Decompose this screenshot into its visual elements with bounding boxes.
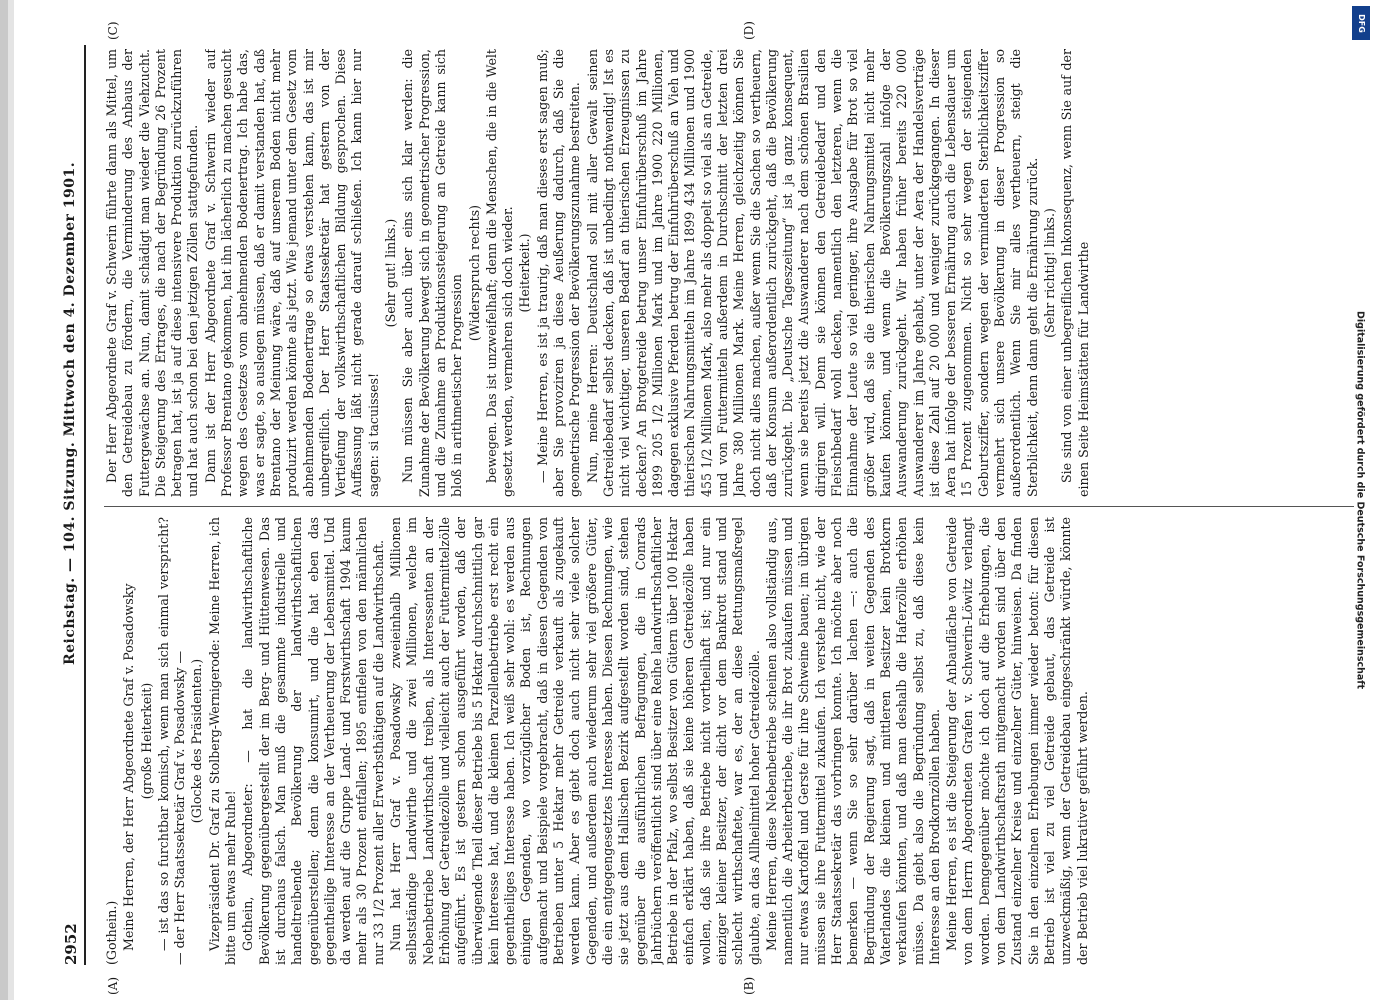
interjection: (große Heiterkeit) [138, 682, 154, 800]
digitization-credit: Digitalisierung gefördert durch die Deutsche Forschungsgemeinschaft [1354, 311, 1366, 689]
paragraph: Vizepräsident Dr. Graf zu Stolberg-Wernigerode: Meine Herren, ich bitte um etwas mehr Ruhe! [206, 517, 239, 965]
paragraph: — Meine Herren, es ist ja traurig, daß man dieses erst sagen muß; aber Sie provoziren ja diese Aeußerung dadurch, daß Sie die geometrische Progression der Bevölkerungszunahme bestreiten. [534, 49, 583, 497]
paragraph: Gothein, Abgeordneter: — hat die landwirthschaftliche Bevölkerung gegenübergestellt der im Berg- und Hüttenwesen. Das ist durchaus falsch. Man muß die gesammte industrielle und handeltreibende Bevölkerung der landwirthschaftlichen gegenüberstellen; denn die konsumirt, und die hat eben das gegentheilige Interesse an der Vertheuerung der Lebensmittel. Und da werden auf die Gruppe Land- und Forstwirthschaft 1904 kaum mehr als 30 Prozent entfallen; 1895 entfielen von den männlichen nur 33 1/2 Prozent aller Erwerbsthätigen auf die Landwirthschaft. [240, 517, 386, 965]
paragraph: Nun hat Herr Graf v. Posadowsky zweieinhalb Millionen selbstständige Landwirthe und die zwei Millionen, welche im Nebenbetriebe Landwirthschaft treiben, als Interessenten an der Erhöhung der Getreidezölle und vielleicht auch der Futtermittelzölle aufgeführt. Es ist gestern schon ausgeführt worden, daß der überwiegende Theil dieser Betriebe bis 5 Hektar durchschnittlich gar kein Interesse hat, und die kleinen Parzellenbetriebe erst recht ein gegentheiliges Interesse haben. Ich weiß sehr wohl: es werden aus einigen Gegenden, wo vorzüglicher Boden ist, Rechnungen aufgemacht und Beispiele vorgebracht, daß in diesen Gegenden von Betrieben unter 5 Hektar mehr Getreide verkauft als zugekauft werden kann. Aber es giebt doch auch nicht sehr viele solcher Gegenden, und außerdem auch wiederum sehr viel größere Güter, die ein entgegengesetztes Interesse haben. Diesen Rechnungen, wie sie jetzt aus dem Hallischen Bezirk aufgestellt worden sind, stehen gegenüber die ausführlichen Befragungen, die in Conrads Jahrbüchern veröffentlicht sind über eine Reihe landwirthschaftlicher Betriebe in der Pfalz, wo selbst Besitzer von Gütern über 100 Hektar einfach erklärt haben, daß sie keine höheren Getreidezölle haben wollen, daß sie ihre Betriebe nicht vortheilhaft ist; und nur ein einziger kleiner Besitzer, der dicht vor dem Bankrott stand und schlecht wirthschaftete, war es, der an diese Rettungsmaßregel glaubte, an das Allheilmittel hoher Getreidezölle. [388, 517, 762, 965]
margin-marker-a: (A) [106, 976, 120, 995]
paragraph: Dann ist der Herr Abgeordnete Graf v. Schwerin wieder auf Professor Brentano gekommen, hat ihn lächerlich zu machen gesucht wegen des Gesetzes vom abnehmenden Bodenertrag. Ich habe das, was er sagte, so auslegen müssen, daß er damit verstanden hat, daß Brentano der Meinung wäre, daß auf unserem Boden nicht mehr produzirt werden könnte als jetzt. Wie jemand unter dem Gesetz vom abnehmenden Bodenertrage so etwas verstehen kann, das ist mir unbegreiflich. Der Herr Staatssekretär hat gestern von der Vertiefung der volkswirthschaftlichen Bildung gesprochen. Diese Auffassung läßt nicht gerade darauf schließen. Ich kann hier nur sagen: si tacuisses! [202, 49, 381, 497]
paragraph: Meine Herren, der Herr Abgeordnete Graf v. Posadowsky [121, 583, 137, 951]
header-rule [84, 45, 86, 965]
interjection: (Sehr richtig! links.) [1041, 208, 1057, 338]
paragraph: Meine Herren, diese Nebenbetriebe scheinen also vollständig aus, namentlich die Arbeiterbetriebe, die ihr Brot zukaufen müssen und nur etwas Kartoffel und Gerste für ihre Schweine bauen; im übrigen müssen sie ihre Futtermittel zukaufen. Ich verstehe nicht, wie der Herr Staatssekretär das vorbringen konnte. Ich möchte aber noch bemerken — wenn Sie so sehr darüber lachen —: auch die Begründung der Regierung sagt, daß in weiten Gegenden des Vaterlandes die kleinen und mittleren Besitzer kein Brotkorn verkaufen könnten, und daß man deshalb die Haferzölle erhöhen müsse. Da giebt also die Begründung selbst zu, daß diese kein Interesse an den Brodkornzöllen haben. [763, 517, 942, 965]
page-number: 2952 [62, 923, 80, 965]
margin-marker-d: (D) [742, 21, 756, 40]
paragraph: Sie sind von einer unbegreiflichen Inkonsequenz, wenn Sie auf der einen Seite Heimstätten für Landwirthe [1059, 49, 1091, 497]
interjection: (Heiterkeit.) [517, 233, 533, 313]
interjection: (Widerspruch rechts) [466, 204, 482, 342]
scan-edge-light [8, 0, 14, 1000]
page-title: Reichstag. — 104. Sitzung. Mittwoch den 4. Dezember 1901. [62, 161, 78, 665]
interjection: (Sehr gut! links.) [383, 218, 399, 328]
column-divider [104, 506, 1354, 507]
scan-edge-dark [0, 0, 8, 1000]
margin-marker-c: (C) [106, 21, 120, 40]
paragraph: (Gothein.) [104, 900, 119, 965]
paragraph: Der Herr Abgeordnete Graf v. Schwerin führte dann als Mittel, um den Getreidebau zu fördern, die Verminderung des Anbaus der Futtergewächse an. Nun, damit schädigt man wieder die Viehzucht. Die Steigerung des Ertrages, die nach der Begründung 26 Prozent betragen hat, ist ja auf diese intensivere Produktion zurückzuführen und hat auch schon bei den jetzigen Zöllen stattgefunden. [104, 49, 201, 497]
paragraph: Meine Herren, es ist die Steigerung der Anbaufläche von Getreide von dem Herrn Abgeordneten Grafen v. Schwerin-Löwitz verlangt worden. Demgegenüber möchte ich doch auf die Erhebungen, die von dem Landwirthschaftsrath mitgemacht worden sind über den Zustand einzelner Kreise und einzelner Güter, hinweisen. Da finden Sie in den einzelnen Erhebungen immer wieder betont: für diesen Betrieb ist viel zu viel Getreide gebaut, das Getreide ist unzweckmäßig, wenn der Getreidebau eingeschränkt würde, könnte der Betrieb viel lukrativer geführt werden. [944, 517, 1090, 965]
paragraph: Nun müssen Sie aber auch über eins sich klar werden: die Zunahme der Bevölkerung bewegt sich in geometrischer Progression, und die Zunahme an Produktionssteigerung an Getreide kann sich bloß in arithmetischer Progression [400, 49, 465, 497]
paragraph: — ist das so furchtbar komisch, wenn man sich einmal verspricht? — der Herr Staatssekretär Graf v. Posadowsky — [155, 517, 188, 965]
margin-marker-b: (B) [742, 976, 756, 995]
interjection: (Glocke des Präsidenten.) [189, 658, 205, 824]
text-column-left [104, 517, 1364, 965]
paragraph: bewegen. Das ist unzweifelhaft; denn die Menschen, die in die Welt gesetzt werden, vermehren sich doch wieder. [483, 49, 516, 497]
dfg-logo: DFG [1352, 6, 1370, 40]
text-column-right [104, 49, 1364, 497]
paragraph: Nun, meine Herren: Deutschland soll mit aller Gewalt seinen Getreidebedarf selbst decken, daß ist unbedingt nothwendig! Ist es nicht viel wichtiger, unseren Bedarf an thierischen Erzeugnissen zu decken? An Brotgetreide betrug unser Einfuhrüberschuß im Jahre 1899 205 1/2 Millionen Mark und im Jahre 1900 220 Millionen, dagegen exklusive Pferden betrug der Einfuhrüberschuß an Vieh und thierischen Nahrungsmitteln im Jahre 1899 434 Millionen und 1900 455 1/2 Millionen Mark, also mehr als doppelt so viel als an Getreide, und von Futtermitteln außerdem in Durchschnitt der letzten drei Jahre 380 Millionen Mark. Meine Herren, gleichzeitig können Sie doch nicht alles machen, außer wenn Sie die Sachen so vertheuern, daß der Konsum außerordentlich zurückgeht, daß die Bevölkerung zurückgeht. Die „Deutsche Tageszeitung“ ist ja ganz konsequent, wenn sie bereits jetzt die Auswanderer nach dem schönen Brasilien dirigiren will. Denn sie können den Getreidebedarf und den Fleischbedarf wohl decken, namentlich den letzteren, wenn die Einnahme der Leute so viel geringer, ihre Ausgabe für Brot so viel größer wird, daß sie die thierischen Nahrungsmittel nicht mehr kaufen können, und wenn die Bevölkerungszahl infolge der Auswanderung zurückgeht. Wir haben früher bereits 220 000 Auswanderer im Jahre gehabt, unter der Aera der Handelsverträge ist diese Zahl auf 20 000 und weniger zurückgegangen. In dieser Aera hat infolge der besseren Ernährung auch die Lebensdauer um 15 Prozent zugenommen. Nicht so sehr wegen der steigenden Geburtsziffer, sondern wegen der verminderten Sterblichkeitsziffer vermehrt sich unsere Bevölkerung in dieser Progression so außerordentlich. Wenn Sie mir alles vertheuern, steigt die Sterblichkeit, denn dann geht die Ernährung zurück. [584, 49, 1040, 497]
